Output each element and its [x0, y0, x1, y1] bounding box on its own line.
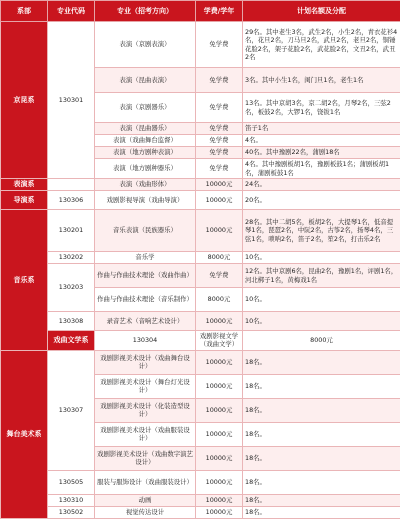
tuition-cell: 10000元 — [196, 179, 243, 191]
tuition-cell: 10000元 — [196, 398, 243, 422]
major-cell: 戏剧影视美术设计（戏曲服装设计） — [95, 422, 196, 446]
quota-cell: 笛子1名 — [243, 123, 400, 135]
major-cell: 作曲与作曲技术理论（音乐制作） — [95, 288, 196, 312]
tuition-cell: 免学费 — [196, 135, 243, 147]
major-code-cell: 130505 — [48, 470, 95, 494]
quota-cell: 18名。 — [243, 422, 400, 446]
major-cell: 表演（昆曲器乐） — [95, 123, 196, 135]
tuition-cell: 免学费 — [196, 123, 243, 135]
quota-cell: 10名。 — [243, 288, 400, 312]
table-row — [1, 331, 400, 351]
department-cell: 导演系 — [1, 191, 48, 210]
major-cell: 戏剧影视导演（戏曲导演） — [95, 191, 196, 210]
tuition-cell: 10000元 — [196, 470, 243, 494]
department-cell: 音乐系 — [1, 210, 48, 351]
major-code-cell: 130307 — [48, 350, 95, 470]
major-code-cell: 130203 — [48, 264, 95, 312]
major-cell: 音乐表演（民族器乐） — [95, 210, 196, 252]
major-code-cell: 130502 — [48, 506, 95, 518]
quota-cell: 18名。 — [243, 494, 400, 506]
tuition-cell: 10000元 — [196, 210, 243, 252]
major-cell: 戏剧影视美术设计（戏曲舞台设计） — [95, 350, 196, 374]
major-cell: 录音艺术（音响艺术设计） — [95, 312, 196, 331]
major-cell: 戏剧影视美术设计（舞台灯光设计） — [95, 374, 196, 398]
major-cell: 视觉传达设计 — [95, 506, 196, 518]
major-cell: 表演（戏曲舞台监督） — [95, 135, 196, 147]
major-code-cell: 130202 — [48, 252, 95, 264]
header-tuition: 学费/学年 — [196, 1, 243, 22]
department-cell: 戏曲文学系 — [48, 331, 95, 351]
table-row — [1, 470, 400, 494]
tuition-cell: 10000元 — [196, 374, 243, 398]
quota-cell: 29名。其中老生3名，武生2名，小生2名，青衣花衫4名，花旦2名，刀马旦2名，武旦2名，老旦2名，铜锤花脸2名，架子花脸2名，武花脸2名，文丑2名，武丑2名 — [243, 22, 400, 68]
header-department: 系部 — [1, 1, 48, 22]
major-code-cell — [48, 179, 95, 191]
quota-cell: 10名。 — [243, 312, 400, 331]
quota-cell: 3名。其中小生1名，闺门旦1名，老生1名 — [243, 68, 400, 93]
table-row — [1, 350, 400, 374]
quota-cell: 24名。 — [243, 179, 400, 191]
major-cell: 动画 — [95, 494, 196, 506]
table-row — [1, 191, 400, 210]
tuition-cell: 10000元 — [196, 506, 243, 518]
quota-cell: 4名。其中豫剧板胡1名，豫剧板鼓1名；蒲剧板胡1名，蒲剧板鼓1名 — [243, 159, 400, 179]
table-header-row — [1, 1, 400, 22]
tuition-cell: 8000元 — [196, 252, 243, 264]
major-code-cell: 130306 — [48, 191, 95, 210]
tuition-cell: 免学费 — [196, 159, 243, 179]
major-code-cell: 130308 — [48, 312, 95, 331]
tuition-cell: 免学费 — [196, 68, 243, 93]
tuition-cell: 免学费 — [196, 93, 243, 123]
department-cell: 京昆系 — [1, 22, 48, 179]
header-major: 专业（招考方向） — [95, 1, 196, 22]
tuition-cell: 10000元 — [196, 494, 243, 506]
major-code-cell: 130304 — [95, 331, 196, 351]
table-body — [1, 22, 400, 519]
major-cell: 表演（京剧器乐） — [95, 93, 196, 123]
major-cell: 音乐学 — [95, 252, 196, 264]
table-row — [1, 210, 400, 252]
major-code-cell: 130310 — [48, 494, 95, 506]
table-row — [1, 312, 400, 331]
table-row — [1, 264, 400, 288]
major-cell: 表演（戏曲形体） — [95, 179, 196, 191]
tuition-cell: 10000元 — [196, 446, 243, 470]
major-cell: 戏剧影视美术设计（戏曲数字演艺设计） — [95, 446, 196, 470]
major-cell: 表演（地方剧种器乐） — [95, 159, 196, 179]
quota-cell: 4名。 — [243, 135, 400, 147]
header-major-code: 专业代码 — [48, 1, 95, 22]
tuition-cell: 8000元 — [196, 288, 243, 312]
department-cell: 舞台美术系 — [1, 350, 48, 518]
quota-cell: 12名。其中京剧6名，昆曲2名，豫剧1名，评剧1名，河北梆子1名，黄梅戏1名 — [243, 264, 400, 288]
major-cell: 服装与服饰设计（戏曲服装设计） — [95, 470, 196, 494]
tuition-cell: 8000元 — [243, 331, 400, 351]
table-row — [1, 494, 400, 506]
major-cell: 表演（地方剧种表演） — [95, 147, 196, 159]
tuition-cell: 10000元 — [196, 312, 243, 331]
major-code-cell: 130301 — [48, 22, 95, 179]
quota-cell: 18名。 — [243, 446, 400, 470]
tuition-cell: 免学费 — [196, 264, 243, 288]
quota-cell: 18名。 — [243, 506, 400, 518]
header-quota: 计划名额及分配 — [243, 1, 400, 22]
quota-cell: 10名。 — [243, 252, 400, 264]
major-cell: 戏剧影视美术设计（化装造型设计） — [95, 398, 196, 422]
major-cell: 表演（京剧表演） — [95, 22, 196, 68]
table-row — [1, 506, 400, 518]
quota-cell: 40名。其中豫剧22名，蒲剧18名 — [243, 147, 400, 159]
tuition-cell: 免学费 — [196, 147, 243, 159]
quota-cell: 18名。 — [243, 470, 400, 494]
quota-cell: 20名。 — [243, 191, 400, 210]
major-cell: 戏剧影视文学（戏曲文学） — [196, 331, 243, 351]
quota-cell: 18名。 — [243, 350, 400, 374]
major-code-cell: 130201 — [48, 210, 95, 252]
table-row — [1, 22, 400, 68]
major-cell: 表演（昆曲表演） — [95, 68, 196, 93]
quota-cell: 18名。 — [243, 398, 400, 422]
table-row — [1, 179, 400, 191]
tuition-cell: 10000元 — [196, 350, 243, 374]
tuition-cell: 10000元 — [196, 422, 243, 446]
quota-cell: 13名。其中京胡3名，京二胡2名，月琴2名，三弦2名，板鼓2名，大锣1名，铙钹1名 — [243, 93, 400, 123]
tuition-cell: 10000元 — [196, 191, 243, 210]
department-cell: 表演系 — [1, 179, 48, 191]
tuition-cell: 免学费 — [196, 22, 243, 68]
quota-cell: 28名。其中二胡5名，板胡2名，大提琴1名，低音提琴1名，琵琶2名，中阮2名，古筝2名，扬琴4名，三弦1名，唢呐2名，笛子2名，笙2名，打击乐2名 — [243, 210, 400, 252]
table-row — [1, 252, 400, 264]
quota-cell: 18名。 — [243, 374, 400, 398]
major-cell: 作曲与作曲技术理论（戏曲作曲） — [95, 264, 196, 288]
